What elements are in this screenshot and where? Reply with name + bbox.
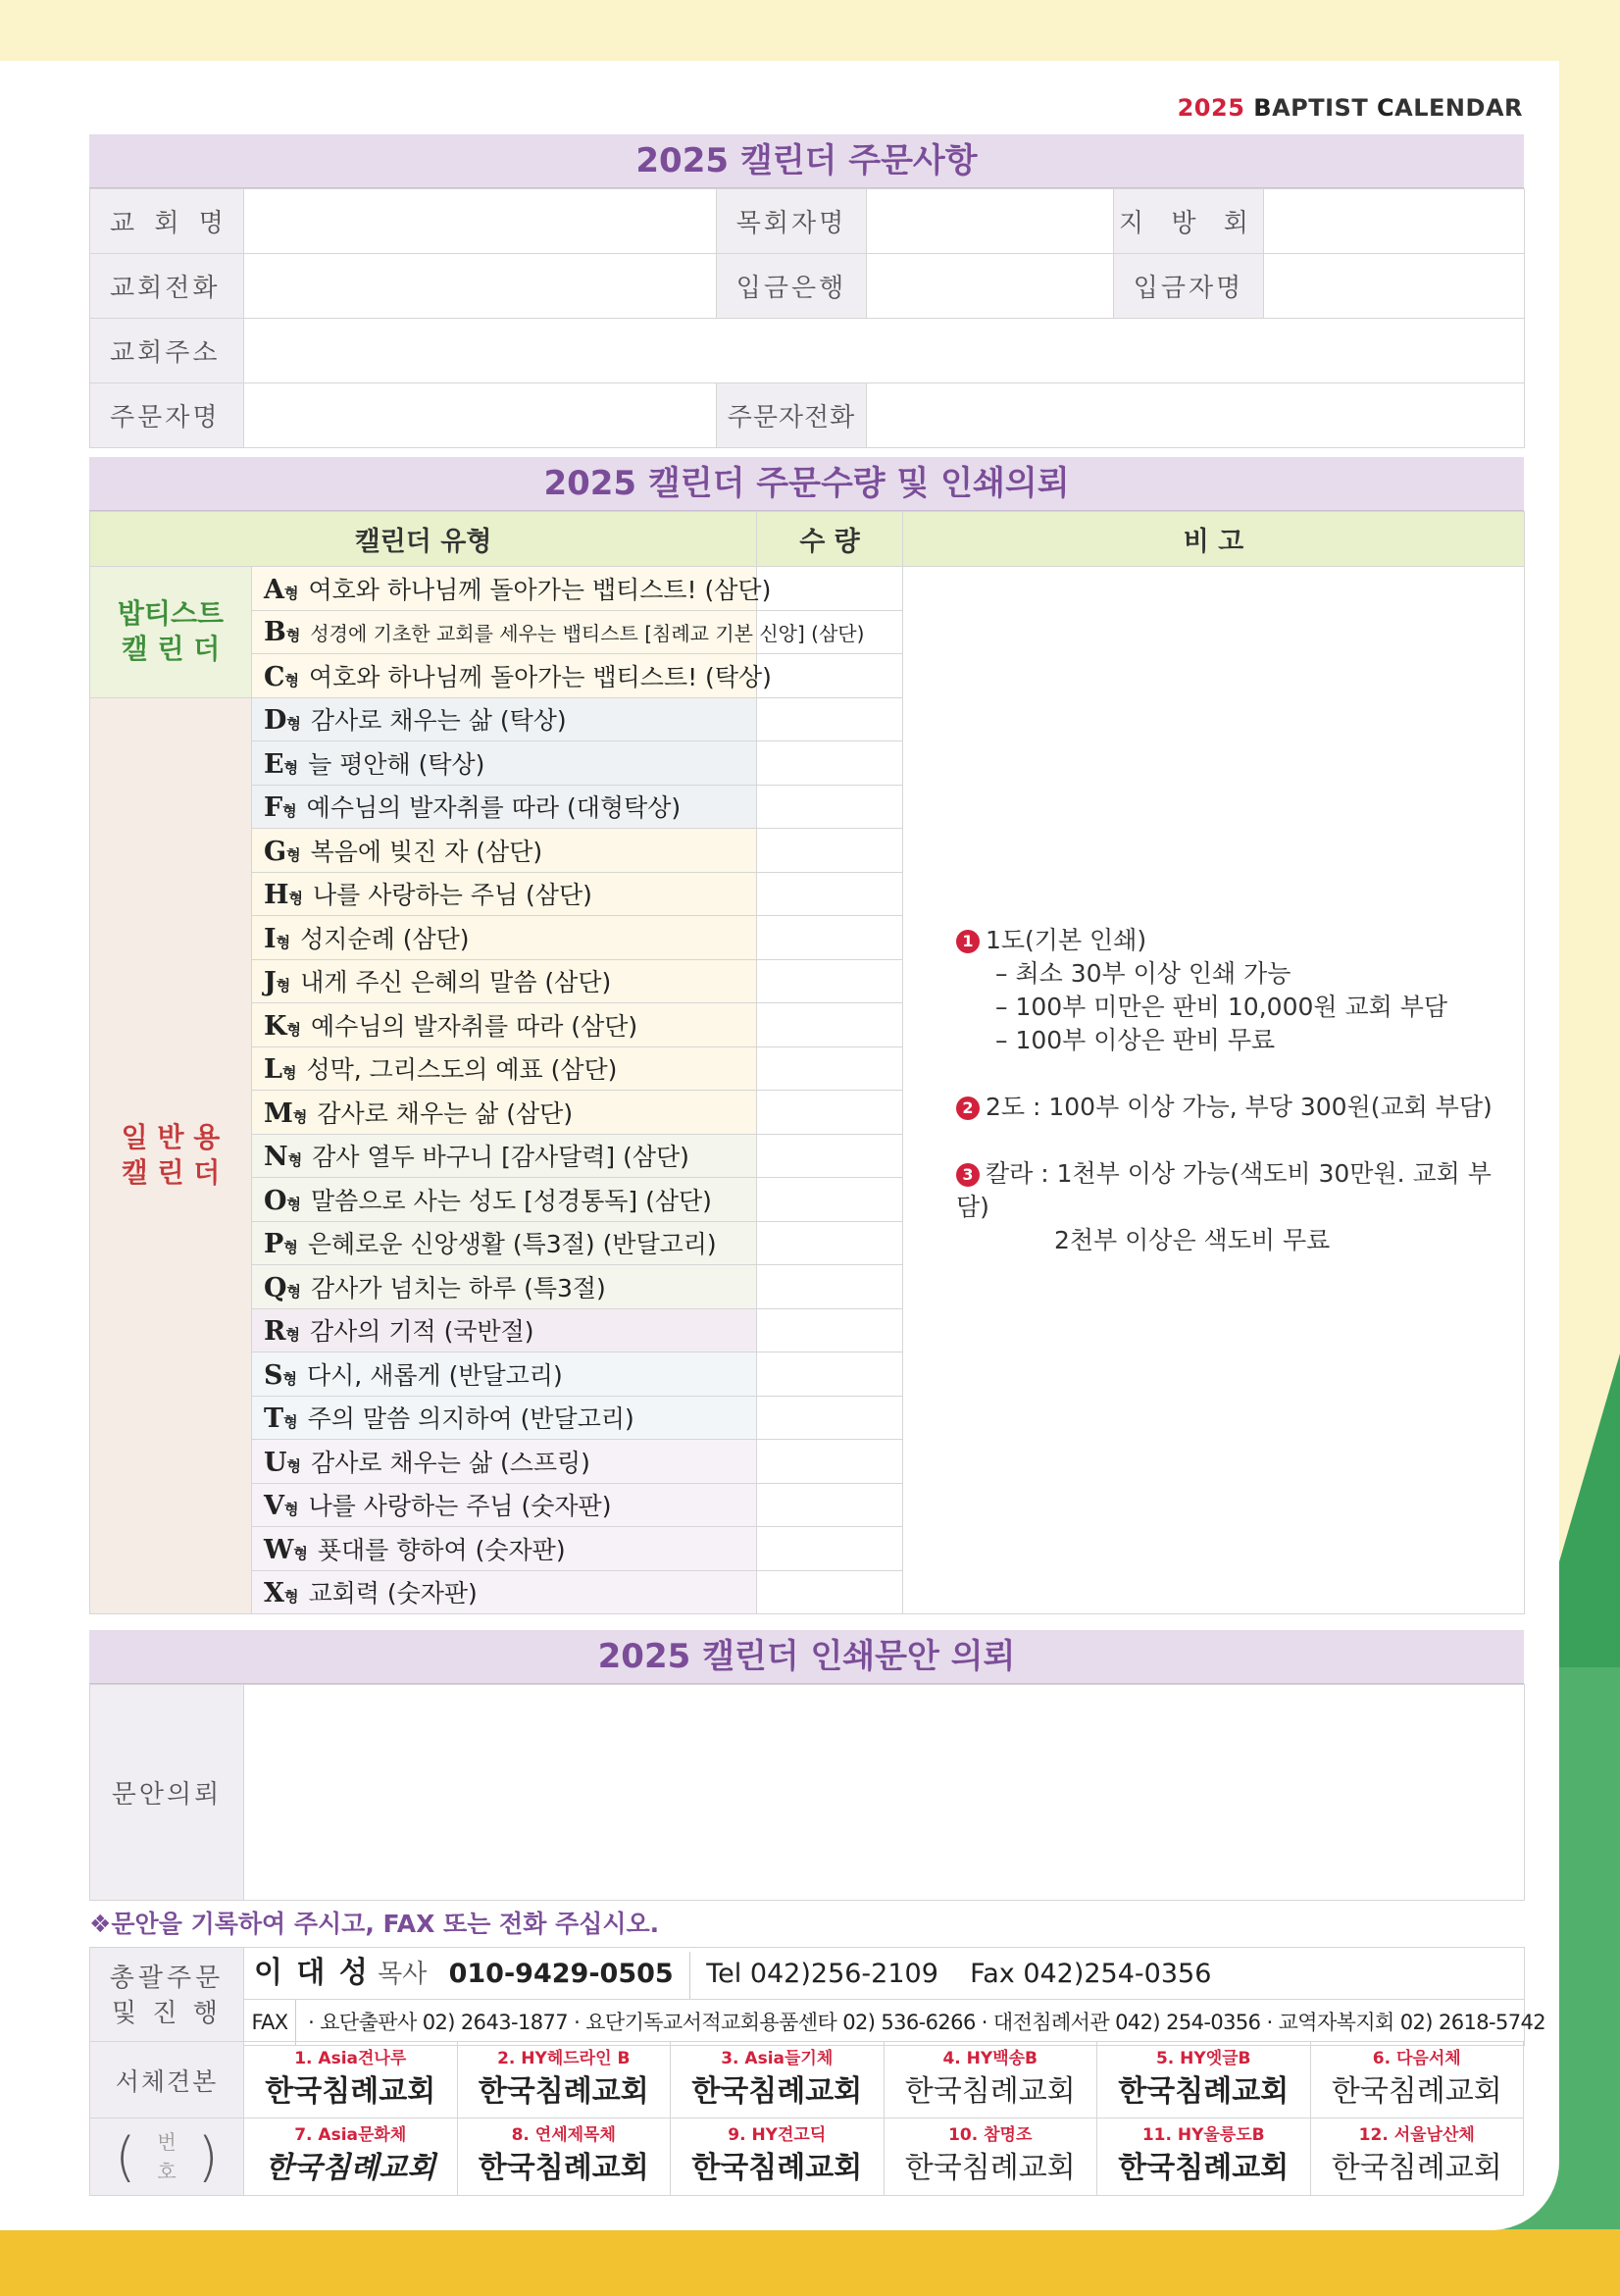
calendar-name: 예수님의 발자취를 따라 (대형탁상) (306, 793, 682, 823)
calendar-letter: E (264, 748, 284, 780)
church-phone-label: 교회전화 (90, 254, 244, 319)
footer-contact-table (89, 1947, 1546, 2046)
note-number-2: 2 (956, 1097, 980, 1120)
quantity-input-cell[interactable] (757, 1221, 903, 1265)
calendar-letter: P (264, 1229, 284, 1260)
type-suffix: 형 (285, 1326, 300, 1345)
font-sample-title: 8. 연세제목체 (511, 2125, 616, 2145)
background-yellow-band (0, 2229, 1620, 2296)
number-field[interactable] (90, 2118, 244, 2196)
calendar-name: 복음에 빚진 자 (삼단) (310, 837, 543, 866)
col-header-qty: 수 량 (757, 512, 903, 567)
type-suffix: 형 (287, 1151, 303, 1170)
quantity-input-cell[interactable] (757, 1440, 903, 1484)
brand-b: B (1253, 94, 1273, 122)
font-sample-3[interactable] (671, 2042, 885, 2118)
section-title-quantity: 2025 캘린더 주문수량 및 인쇄의뢰 (89, 457, 1524, 511)
calendar-name: 감사로 채우는 삶 (스프링) (311, 1448, 590, 1477)
print-request-table (89, 1684, 1525, 1901)
note-2 (956, 1091, 1524, 1124)
calendar-row (90, 567, 1525, 611)
type-suffix: 형 (286, 1020, 301, 1039)
font-sample-row (90, 2118, 1524, 2196)
font-sample-2[interactable] (457, 2042, 671, 2118)
quantity-input-cell[interactable] (757, 1265, 903, 1309)
quantity-input-cell[interactable] (757, 1178, 903, 1222)
pastor-name-field[interactable] (867, 189, 1114, 254)
note-number-1: 1 (956, 930, 980, 953)
type-suffix: 형 (282, 1369, 297, 1388)
font-sample-title: 1. Asia견나루 (294, 2048, 407, 2068)
orderer-phone-label: 주문자전화 (717, 383, 867, 448)
calendar-type-cell (252, 959, 757, 1003)
calendar-letter: T (264, 1403, 284, 1435)
calendar-name: 말씀으로 사는 성도 [성경통독] (삼단) (311, 1186, 712, 1215)
col-header-note: 비 고 (903, 512, 1525, 567)
number-label: 번 호 (157, 2130, 177, 2183)
calendar-type-cell (252, 1352, 757, 1397)
quantity-input-cell[interactable] (757, 1091, 903, 1135)
quantity-input-cell[interactable] (757, 1527, 903, 1571)
quantity-input-cell[interactable] (757, 1483, 903, 1527)
calendar-letter: N (264, 1142, 288, 1173)
quantity-input-cell[interactable] (757, 1134, 903, 1178)
font-sample-title: 11. HY울릉도B (1141, 2125, 1265, 2145)
calendar-name: 성지순례 (삼단) (300, 924, 470, 953)
calendar-letter: J (264, 967, 277, 998)
calendar-letter: W (264, 1534, 294, 1565)
calendar-letter: K (264, 1010, 287, 1042)
font-sample-row (90, 2042, 1524, 2118)
type-suffix: 형 (285, 626, 301, 644)
quantity-input-cell[interactable] (757, 1396, 903, 1440)
note-3-line-b: 2천부 이상은 색도비 무료 (1054, 1225, 1331, 1254)
contact-name: 이 대 성 (254, 1956, 370, 1990)
calendar-name: 성막, 그리스도의 예표 (삼단) (306, 1055, 618, 1085)
type-suffix: 형 (286, 845, 301, 864)
font-sample-6[interactable] (1310, 2042, 1524, 2118)
order-info-table (89, 188, 1525, 448)
font-sample-title: 12. 서울남산체 (1358, 2125, 1475, 2145)
quantity-input-cell[interactable] (757, 741, 903, 786)
calendar-type-cell (252, 654, 772, 698)
calendar-type-cell (252, 1091, 757, 1135)
depositor-label: 입금자명 (1114, 254, 1264, 319)
calendar-name: 감사로 채우는 삶 (삼단) (317, 1098, 574, 1128)
quantity-input-cell[interactable] (757, 1570, 903, 1614)
quantity-input-cell[interactable] (757, 567, 903, 611)
font-sample-title: 10. 참명조 (948, 2125, 1033, 2145)
calendar-name: 감사의 기적 (국반절) (309, 1317, 534, 1347)
calendar-letter: O (264, 1185, 287, 1216)
district-field[interactable] (1264, 189, 1525, 254)
font-sample-text: 한국침례교회 (478, 2151, 649, 2185)
brand-year: 2025 (1177, 94, 1245, 122)
font-sample-5[interactable] (1097, 2042, 1311, 2118)
calendar-letter: U (264, 1447, 287, 1478)
pastor-name-label: 목회자명 (717, 189, 867, 254)
type-suffix: 형 (283, 758, 299, 777)
font-sample-title: 7. Asia문화체 (294, 2125, 407, 2145)
type-suffix: 형 (282, 802, 297, 821)
calendar-name: 감사로 채우는 삶 (탁상) (310, 706, 567, 736)
calendar-type-cell (252, 610, 865, 654)
calendar-name: 감사가 넘치는 하루 (특3절) (311, 1273, 606, 1302)
calendar-letter: C (264, 661, 285, 692)
font-sample-title: 4. HY백송B (942, 2048, 1038, 2068)
type-suffix: 형 (283, 1413, 298, 1432)
quantity-input-cell[interactable] (757, 959, 903, 1003)
section-title-print: 2025 캘린더 인쇄문안 의뢰 (89, 1630, 1524, 1684)
type-suffix: 형 (276, 977, 291, 995)
calendar-name: 성경에 기초한 교회를 세우는 뱁티스트 [침례교 기본 신앙] (삼단) (310, 621, 865, 645)
font-sample-text: 한국침례교회 (904, 2073, 1076, 2109)
font-sample-text: 한국침례교회 (265, 2151, 436, 2185)
calendar-type-cell (252, 1483, 757, 1527)
contact-line (244, 1948, 1525, 2000)
font-sample-text: 한국침례교회 (1331, 2151, 1502, 2185)
calendar-letter: S (264, 1359, 283, 1391)
quantity-input-cell[interactable] (757, 1308, 903, 1352)
calendar-name: 내게 주신 은혜의 말씀 (삼단) (300, 968, 612, 997)
notes-cell (903, 567, 1525, 1614)
calendar-name: 은혜로운 신앙생활 (특3절) (반달고리) (307, 1230, 717, 1259)
type-suffix: 형 (286, 1456, 302, 1475)
type-suffix: 형 (286, 715, 301, 734)
calendar-type-cell (252, 1440, 757, 1484)
calendar-name: 예수님의 발자취를 따라 (삼단) (310, 1011, 638, 1041)
quantity-input-cell[interactable] (757, 872, 903, 916)
font-sample-title: 9. HY견고딕 (728, 2125, 827, 2145)
orderer-name-field[interactable] (244, 383, 717, 448)
font-sample-text: 한국침례교회 (691, 2151, 863, 2185)
bank-label: 입금은행 (717, 254, 867, 319)
church-address-label: 교회주소 (90, 319, 244, 383)
fax-label: FAX (244, 2000, 296, 2045)
type-suffix: 형 (283, 1239, 298, 1257)
fax-line (244, 1999, 1546, 2045)
font-sample-label: 서체견본 (90, 2042, 244, 2118)
calendar-name: 감사 열두 바구니 [감사달력] (삼단) (312, 1143, 689, 1172)
font-sample-text: 한국침례교회 (904, 2151, 1076, 2185)
note-1 (956, 924, 1524, 1057)
calendar-letter: V (264, 1491, 284, 1522)
note-2-text: 2도 : 100부 이상 가능, 부당 300원(교회 부담) (986, 1092, 1493, 1121)
font-sample-10[interactable] (884, 2118, 1097, 2196)
font-sample-text: 한국침례교회 (265, 2073, 436, 2109)
general-order-label: 총괄주문 및 진 행 (90, 1948, 244, 2046)
church-phone-field[interactable] (244, 254, 717, 319)
calendar-letter: X (264, 1578, 284, 1609)
calendar-letter: L (264, 1054, 282, 1086)
calendar-type-cell (252, 1265, 757, 1309)
calendar-name: 교회력 (숫자판) (308, 1579, 478, 1608)
type-suffix: 형 (283, 584, 299, 602)
calendar-letter: B (264, 616, 286, 647)
font-sample-text: 한국침례교회 (1118, 2151, 1290, 2185)
type-suffix: 형 (293, 1544, 308, 1562)
font-sample-text: 한국침례교회 (1118, 2073, 1290, 2109)
calendar-type-cell (252, 1527, 757, 1571)
font-sample-9[interactable] (671, 2118, 885, 2196)
calendar-letter: R (264, 1316, 286, 1348)
quantity-input-cell[interactable] (757, 697, 903, 741)
font-sample-8[interactable] (457, 2118, 671, 2196)
quantity-input-cell[interactable] (757, 654, 903, 698)
font-sample-text: 한국침례교회 (691, 2073, 863, 2109)
quantity-input-cell[interactable] (757, 1352, 903, 1397)
note-1-line-a: – 최소 30부 이상 인쇄 가능 (995, 958, 1291, 988)
church-name-field[interactable] (244, 189, 717, 254)
calendar-type-cell (252, 1308, 757, 1352)
district-label: 지 방 회 (1114, 189, 1264, 254)
font-sample-title: 6. 다음서체 (1372, 2048, 1461, 2068)
calendar-type-cell (252, 1134, 757, 1178)
calendar-letter: D (264, 705, 287, 737)
calendar-letter: H (264, 880, 289, 911)
quantity-input-cell[interactable] (757, 916, 903, 960)
bank-field[interactable] (867, 254, 1114, 319)
note-1-line-b: – 100부 미만은 판비 10,000원 교회 부담 (995, 992, 1448, 1021)
calendar-type-cell (252, 567, 772, 611)
font-sample-12[interactable] (1310, 2118, 1524, 2196)
contact-title: 목사 (378, 1960, 428, 1989)
type-suffix: 형 (283, 1501, 299, 1519)
note-3 (956, 1157, 1524, 1257)
orderer-name-label: 주문자명 (90, 383, 244, 448)
contact-tel: Tel 042)256-2109 (706, 1959, 938, 1989)
calendar-name: 푯대를 향하여 (숫자판) (317, 1535, 566, 1564)
calendar-name: 나를 사랑하는 주님 (숫자판) (308, 1492, 612, 1521)
type-suffix: 형 (283, 1588, 299, 1607)
notice-text: ❖문안을 기록하여 주시고, FAX 또는 전화 주십시오. (89, 1910, 660, 1938)
font-sample-title: 5. HY엣글B (1155, 2048, 1251, 2068)
font-sample-7[interactable] (244, 2118, 458, 2196)
font-sample-11[interactable] (1097, 2118, 1311, 2196)
church-name-label: 교 회 명 (90, 189, 244, 254)
quantity-input-cell[interactable] (757, 1046, 903, 1091)
font-sample-table (89, 2041, 1524, 2196)
calendar-letter: G (264, 836, 287, 867)
fax-list: · 요단출판사 02) 2643-1877 · 요단기독교서적교회용품센타 02) 536-6266 · 대전침례서관 042) 254-0356 · 교역자복지회 02) 2618-5742 (308, 2010, 1546, 2034)
type-suffix: 형 (286, 1195, 302, 1213)
contact-fax: Fax 042)254-0356 (970, 1959, 1212, 1989)
calendar-type-cell (252, 741, 757, 786)
type-suffix: 형 (288, 890, 304, 908)
type-suffix: 형 (286, 1282, 302, 1301)
calendar-type-cell (252, 1221, 757, 1265)
note-3-text: 칼라 : 1천부 이상 가능(색도비 30만원. 교회 부담) (956, 1158, 1492, 1221)
calendar-name: 여호와 하나님께 돌아가는 뱁티스트! (삼단) (308, 575, 772, 604)
calendar-name: 나를 사랑하는 주님 (삼단) (313, 881, 592, 910)
note-1-line-c: – 100부 이상은 판비 무료 (995, 1025, 1276, 1054)
calendar-type-cell (252, 1396, 757, 1440)
calendar-letter: M (264, 1097, 293, 1129)
calendar-type-cell (252, 1178, 757, 1222)
calendar-letter: I (264, 923, 277, 954)
calendar-name: 주의 말씀 의지하여 (반달고리) (307, 1404, 634, 1434)
brand-aptist: APTIST (1272, 94, 1378, 122)
font-sample-title: 3. Asia들기체 (721, 2048, 834, 2068)
paren-left: ( (115, 2125, 136, 2188)
contact-mobile: 010-9429-0505 (448, 1959, 674, 1989)
calendar-name: 늘 평안해 (탁상) (308, 749, 485, 779)
font-sample-1[interactable] (244, 2042, 458, 2118)
brand-c: C (1377, 94, 1395, 122)
paren-right: ) (197, 2125, 219, 2188)
brand-header (1178, 94, 1523, 122)
calendar-name: 다시, 새롭게 (반달고리) (307, 1360, 563, 1390)
calendar-letter: Q (264, 1272, 287, 1303)
calendar-type-cell (252, 697, 757, 741)
font-sample-text: 한국침례교회 (478, 2073, 649, 2109)
orderer-phone-field[interactable] (867, 383, 1525, 448)
brand-alendar: ALENDAR (1394, 94, 1523, 122)
calendar-type-cell (252, 1570, 757, 1614)
note-1-title: 1도(기본 인쇄) (986, 925, 1147, 954)
calendar-type-cell (252, 916, 757, 960)
calendar-type-cell (252, 1003, 757, 1047)
print-request-field[interactable] (244, 1685, 1525, 1901)
col-header-type: 캘린더 유형 (90, 512, 757, 567)
calendar-type-cell (252, 872, 757, 916)
group-general-label: 일 반 용 캘 린 더 (90, 697, 252, 1614)
print-request-label: 문안의뢰 (90, 1685, 244, 1901)
type-suffix: 형 (292, 1107, 308, 1126)
calendar-letter: F (264, 792, 283, 824)
section-title-order: 2025 캘린더 주문사항 (89, 134, 1524, 188)
calendar-type-cell (252, 829, 757, 873)
type-suffix: 형 (276, 933, 291, 951)
font-sample-text: 한국침례교회 (1331, 2073, 1502, 2109)
quantity-input-cell[interactable] (757, 1003, 903, 1047)
group-baptist-label: 밥티스트 캘 린 더 (90, 567, 252, 698)
calendar-name: 여호와 하나님께 돌아가는 뱁티스트! (탁상) (309, 662, 772, 691)
quantity-table (89, 511, 1525, 1614)
font-sample-title: 2. HY헤드라인 B (497, 2048, 631, 2068)
church-address-field[interactable] (244, 319, 1525, 383)
calendar-type-cell (252, 785, 757, 829)
font-sample-4[interactable] (884, 2042, 1097, 2118)
type-suffix: 형 (281, 1064, 297, 1083)
depositor-field[interactable] (1264, 254, 1525, 319)
calendar-type-cell (252, 1046, 757, 1091)
note-number-3: 3 (956, 1163, 980, 1187)
quantity-input-cell[interactable] (757, 785, 903, 829)
quantity-input-cell[interactable] (757, 829, 903, 873)
type-suffix: 형 (284, 671, 299, 689)
calendar-letter: A (264, 574, 284, 605)
